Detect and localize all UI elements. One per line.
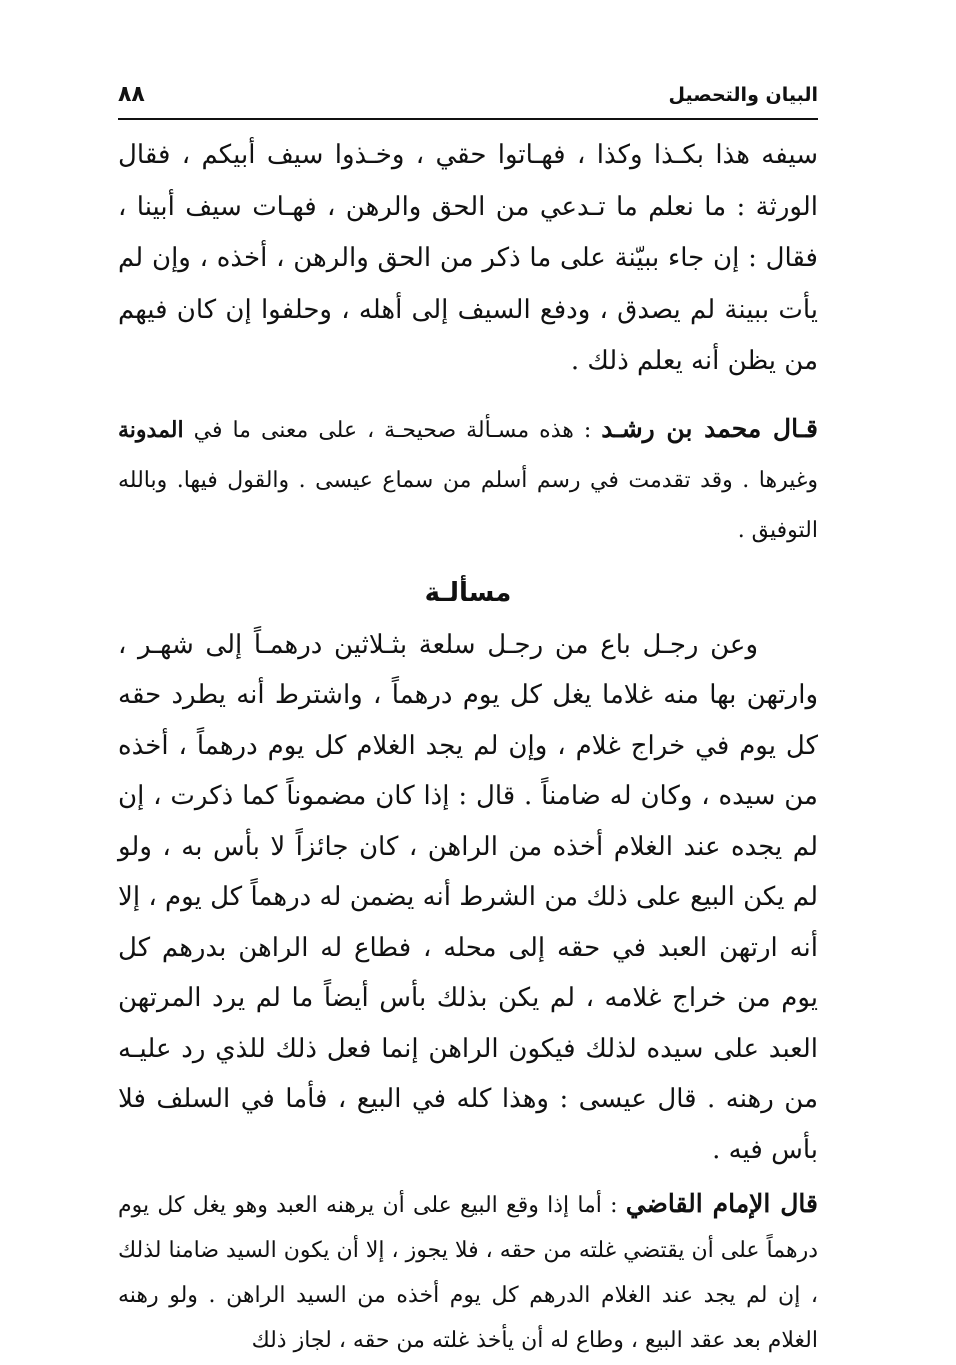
commentary-text-b: وغيرها . وقد تقدمت في رسم أسلم من سماع عيسى . والقول فيها. وبالله التوفيق . bbox=[118, 467, 819, 543]
commentary-text-a: : هذه مسـألة صحيحـة ، على معنى ما في bbox=[183, 417, 602, 443]
issue-text: وعن رجـل باع من رجـل سلعة بثـلاثين درهمـاً إلى شهـر ، وارتهن بها منه غلاما يغل كل يوم درهماً ، واشترط أنه يطرد حقه كل يوم في خراج غلام ، وإن لم يجد الغلام كل يوم درهماً ، أخذه من سيده ، وكان له ضامناً . قال : إذا كان مضموناً كما ذكرت ، إن لم يجده عند الغلام أخذه من الراهن ، كان جائزاً لا بأس به ، ولو لم يكن البيع على ذلك من الشرط أنه يضمن له درهماً كل يوم ، إلا أنه ارتهن العبد في حقه إلى محله ، فطاع له الراهن بدرهم كل يوم من خراج غلامه ، لم يكن بذلك بأس أيضاً ما لم يرد المرتهن العبد على سيده لذلك فيكون الراهن إنما فعل ذلك للذي رد عليـه من رهنه . قال عيسى : وهذا كله في البيع ، فأما في السلف فلا بأس فيه . bbox=[118, 629, 818, 1165]
page-number: ٨٨ bbox=[118, 82, 145, 107]
commentary2-lead: قال الإمام القاضي bbox=[625, 1189, 818, 1218]
running-header bbox=[118, 78, 818, 120]
section-heading: مسألـة bbox=[424, 577, 512, 608]
book-page bbox=[118, 78, 819, 1353]
commentary-ibn-rushd bbox=[118, 404, 818, 556]
commentary-qadi bbox=[118, 1181, 818, 1363]
commentary2-text: : أما إذا وقع البيع على أن يرهنه العبد وهو يغل كل يوم درهماً على أن يقتضي غلته من حقه ، فلا يجوز ، إلا أن يكون السيد ضامنا لذلك ، إن لم يجد عند الغلام الدرهم كل يوم أخذه من السيد الراهن . ولو رهنه الغلام بعد عقد البيع ، وطاع له أن يأخذ غلته من حقه ، لجاز ذلك bbox=[118, 1193, 818, 1353]
commentary-lead: قـال محمد بن رشـد bbox=[601, 413, 818, 443]
passage-continued: سيفه هذا بكـذا وكذا ، فهـاتوا حقي ، وخـذوا سيف أبيكم ، فقال الورثة : ما نعلم ما تـدعي من الحق والرهن ، فهـات سيف أبينا ، فقال : إن جاء ببيّنة على ما ذكر من الحق والرهن ، أخذه ، وإن لم يأت ببينة لم يصدق ، ودفع السيف إلى أهله ، وحلفوا إن كان فيهم من يظن أنه يعلم ذلك . bbox=[118, 140, 818, 376]
commentary-book-name: المدونة bbox=[118, 416, 184, 443]
issue-passage bbox=[118, 620, 818, 1176]
running-title: البيان والتحصيل bbox=[668, 84, 818, 106]
